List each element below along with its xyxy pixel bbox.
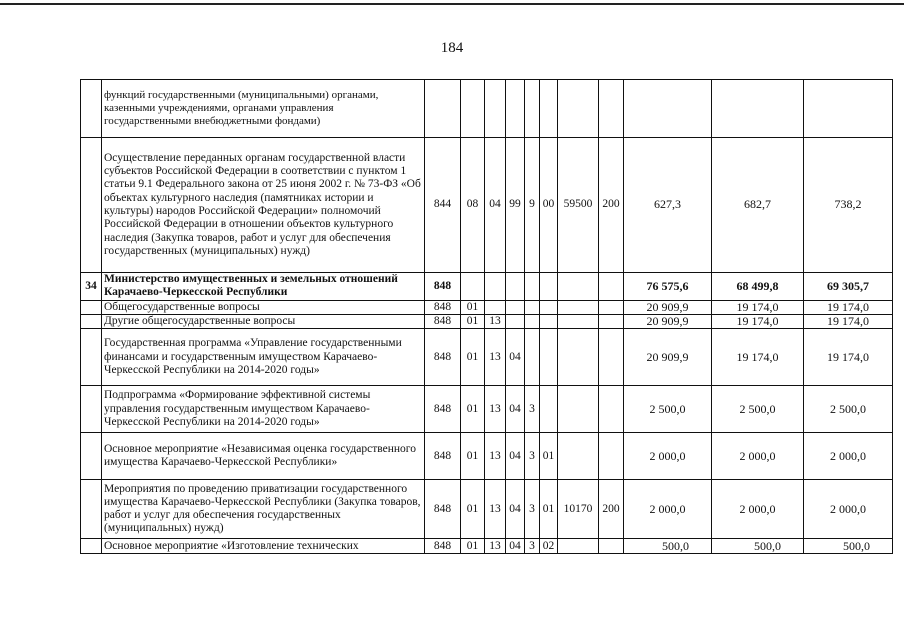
- event-code: [540, 80, 558, 138]
- table-row: [81, 386, 893, 433]
- program-code: 04: [506, 433, 525, 480]
- row-index: [81, 80, 102, 138]
- amount-year-3: 2 000,0: [804, 480, 893, 539]
- section-code: [461, 273, 485, 301]
- section-code: 01: [461, 300, 485, 314]
- amount-year-3: 2 000,0: [804, 433, 893, 480]
- event-code: 00: [540, 138, 558, 273]
- expense-type-code: 200: [599, 480, 624, 539]
- section-code: [461, 80, 485, 138]
- direction-code: [558, 329, 599, 386]
- admin-code: 848: [425, 539, 461, 554]
- table-row: [81, 433, 893, 480]
- subprogram-code: 3: [525, 386, 540, 433]
- section-code: 01: [461, 314, 485, 328]
- amount-year-1: 20 909,9: [624, 300, 712, 314]
- amount-year-2: 2 000,0: [712, 480, 804, 539]
- admin-code: 848: [425, 433, 461, 480]
- amount-year-3: 19 174,0: [804, 300, 893, 314]
- event-code: 01: [540, 433, 558, 480]
- subsection-code: 04: [485, 138, 506, 273]
- subprogram-code: [525, 300, 540, 314]
- program-code: [506, 314, 525, 328]
- row-index: 34: [81, 273, 102, 301]
- section-code: 01: [461, 539, 485, 554]
- subsection-code: [485, 80, 506, 138]
- amount-year-2: 19 174,0: [712, 300, 804, 314]
- expense-type-code: [599, 300, 624, 314]
- subprogram-code: [525, 273, 540, 301]
- section-code: 01: [461, 386, 485, 433]
- table-row: [81, 314, 893, 328]
- row-name: Министерство имущественных и земельных отношений Карачаево-Черкесской Республики: [102, 273, 425, 301]
- direction-code: 59500: [558, 138, 599, 273]
- amount-year-2: 682,7: [712, 138, 804, 273]
- amount-year-3: 69 305,7: [804, 273, 893, 301]
- row-name: Мероприятия по проведению приватизации государственного имущества Карачаево-Черкесской Республики (Закупка товаров, работ и услуг для обеспечения государственных (муниципальных) нужд): [102, 480, 425, 539]
- subprogram-code: [525, 329, 540, 386]
- expense-type-code: [599, 314, 624, 328]
- table-row: [81, 539, 893, 554]
- admin-code: 848: [425, 386, 461, 433]
- event-code: [540, 386, 558, 433]
- amount-year-3: 2 500,0: [804, 386, 893, 433]
- amount-year-1: 76 575,6: [624, 273, 712, 301]
- admin-code: 848: [425, 314, 461, 328]
- event-code: 02: [540, 539, 558, 554]
- section-code: 08: [461, 138, 485, 273]
- table-row: [81, 138, 893, 273]
- subprogram-code: [525, 314, 540, 328]
- program-code: 04: [506, 329, 525, 386]
- row-index: [81, 539, 102, 554]
- expense-type-code: [599, 329, 624, 386]
- program-code: 04: [506, 386, 525, 433]
- admin-code: 848: [425, 300, 461, 314]
- amount-year-1: 2 000,0: [624, 433, 712, 480]
- table-row: [81, 329, 893, 386]
- admin-code: 848: [425, 480, 461, 539]
- amount-year-1: 20 909,9: [624, 329, 712, 386]
- amount-year-2: 19 174,0: [712, 329, 804, 386]
- program-code: 04: [506, 539, 525, 554]
- direction-code: [558, 386, 599, 433]
- subprogram-code: 3: [525, 433, 540, 480]
- row-name: Общегосударственные вопросы: [102, 300, 425, 314]
- subsection-code: 13: [485, 480, 506, 539]
- event-code: [540, 329, 558, 386]
- admin-code: 848: [425, 329, 461, 386]
- amount-year-3: 19 174,0: [804, 329, 893, 386]
- direction-code: [558, 273, 599, 301]
- direction-code: [558, 300, 599, 314]
- row-index: [81, 138, 102, 273]
- amount-year-2: 500,0: [712, 539, 804, 554]
- subsection-code: 13: [485, 329, 506, 386]
- admin-code: [425, 80, 461, 138]
- subsection-code: [485, 300, 506, 314]
- program-code: [506, 300, 525, 314]
- program-code: 04: [506, 480, 525, 539]
- amount-year-3: 19 174,0: [804, 314, 893, 328]
- page-number: 184: [440, 40, 464, 56]
- row-name: Основное мероприятие «Изготовление технических: [102, 539, 425, 554]
- row-name: Осуществление переданных органам государственной власти субъектов Российской Федерации в соответствии с пунктом 1 статьи 9.1 Федерального закона от 25 июня 2002 г. № 73-ФЗ «Об объектах культурного наследия (памятниках истории и культуры) народов Российской Федерации» полномочий Российской Федерации в отношении объектов культурного наследия (Закупка товаров, работ и услуг для обеспечения государственных (муниципальных) нужд): [102, 138, 425, 273]
- amount-year-3: [804, 80, 893, 138]
- subsection-code: 13: [485, 539, 506, 554]
- event-code: [540, 314, 558, 328]
- row-index: [81, 329, 102, 386]
- subsection-code: [485, 273, 506, 301]
- event-code: [540, 300, 558, 314]
- table-row: [81, 480, 893, 539]
- section-code: 01: [461, 480, 485, 539]
- direction-code: [558, 539, 599, 554]
- row-name: Основное мероприятие «Независимая оценка государственного имущества Карачаево-Черкесской Республики»: [102, 433, 425, 480]
- direction-code: [558, 433, 599, 480]
- amount-year-1: 2 000,0: [624, 480, 712, 539]
- row-index: [81, 433, 102, 480]
- program-code: 99: [506, 138, 525, 273]
- amount-year-2: 19 174,0: [712, 314, 804, 328]
- subsection-code: 13: [485, 433, 506, 480]
- amount-year-1: 627,3: [624, 138, 712, 273]
- expense-type-code: 200: [599, 138, 624, 273]
- program-code: [506, 80, 525, 138]
- row-name: Подпрограмма «Формирование эффективной системы управления государственным имуществом Карачаево-Черкесской Республики на 2014-2020 годы»: [102, 386, 425, 433]
- subprogram-code: 9: [525, 138, 540, 273]
- amount-year-2: 2 500,0: [712, 386, 804, 433]
- amount-year-1: 2 500,0: [624, 386, 712, 433]
- event-code: 01: [540, 480, 558, 539]
- admin-code: 844: [425, 138, 461, 273]
- direction-code: [558, 80, 599, 138]
- table-row: [81, 80, 893, 138]
- section-code: 01: [461, 329, 485, 386]
- amount-year-3: 738,2: [804, 138, 893, 273]
- table-row: [81, 273, 893, 301]
- row-index: [81, 386, 102, 433]
- amount-year-1: 500,0: [624, 539, 712, 554]
- row-index: [81, 314, 102, 328]
- amount-year-2: [712, 80, 804, 138]
- amount-year-2: 68 499,8: [712, 273, 804, 301]
- subsection-code: 13: [485, 386, 506, 433]
- subprogram-code: 3: [525, 480, 540, 539]
- row-index: [81, 300, 102, 314]
- budget-table: [80, 79, 893, 554]
- expense-type-code: [599, 386, 624, 433]
- amount-year-2: 2 000,0: [712, 433, 804, 480]
- expense-type-code: [599, 433, 624, 480]
- program-code: [506, 273, 525, 301]
- section-code: 01: [461, 433, 485, 480]
- amount-year-3: 500,0: [804, 539, 893, 554]
- subprogram-code: [525, 80, 540, 138]
- expense-type-code: [599, 539, 624, 554]
- direction-code: [558, 314, 599, 328]
- subsection-code: 13: [485, 314, 506, 328]
- row-index: [81, 480, 102, 539]
- row-name: Другие общегосударственные вопросы: [102, 314, 425, 328]
- expense-type-code: [599, 80, 624, 138]
- subprogram-code: 3: [525, 539, 540, 554]
- amount-year-1: 20 909,9: [624, 314, 712, 328]
- amount-year-1: [624, 80, 712, 138]
- table-row: [81, 300, 893, 314]
- event-code: [540, 273, 558, 301]
- expense-type-code: [599, 273, 624, 301]
- row-name: функций государственными (муниципальными) органами, казенными учреждениями, органами управления государственными внебюджетными фондами): [102, 80, 425, 138]
- row-name: Государственная программа «Управление государственными финансами и государственным имуществом Карачаево-Черкесской Республики на 2014-2020 годы»: [102, 329, 425, 386]
- direction-code: 10170: [558, 480, 599, 539]
- admin-code: 848: [425, 273, 461, 301]
- top-rule: [0, 3, 904, 5]
